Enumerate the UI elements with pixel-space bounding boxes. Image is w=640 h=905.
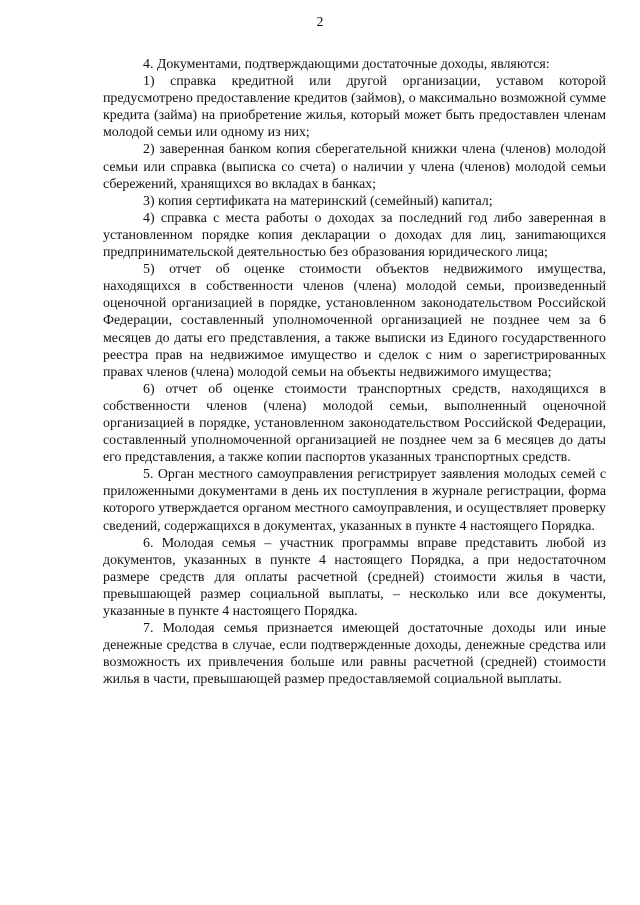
paragraph-item-3: 3) копия сертификата на материнский (семейный) капитал; [143, 193, 493, 209]
paragraph-item-6: 6) отчет об оценке стоимости транспортных средств, находящихся в собственности членов (члена) молодой семьи, выполненный оценочной организацией в порядке, установленном законодательством Российской Федерации, составленный уполномоченной организацией не позднее чем за 6 месяцев до даты его представления, а также копии паспортов указанных транспортных средств. [103, 381, 606, 466]
paragraph-section-5: 5. Орган местного самоуправления регистрирует заявления молодых семей с приложенными документами в день их поступления в журнале регистрации, форма которого утверждается органом местного самоуправления, и осуществляет проверку сведений, содержащихся в документах, указанных в пункте 4 настоящего Порядка. [103, 467, 606, 534]
paragraph-section-4-heading: 4. Документами, подтверждающими достаточные доходы, являются: [143, 57, 550, 72]
paragraph-item-5: 5) отчет об оценке стоимости объектов недвижимого имущества, находящихся в собственности членов (члена) молодой семьи, произведенный оценочной организацией в порядке, установленном законодательством Российской Федерации, составленный уполномоченной организацией не позднее чем за 6 месяцев до даты его представления, а также выписки из Единого государственного реестра прав на недвижимое имущество и сделок с ним о зарегистрированных правах членов (члена) молодой семьи на объекты недвижимого имущества; [103, 262, 606, 380]
page-number: 2 [316, 14, 324, 29]
paragraph-section-6: 6. Молодая семья – участник программы вправе представить любой из документов, указанных в пункте 4 настоящего Порядка, а при недостаточном размере средств для оплаты расчетной (средней) стоимости жилья в части, превышающей размер социальной выплаты, – несколько или все документы, указанные в пункте 4 настоящего Порядка. [103, 535, 606, 619]
paragraph-section-7: 7. Молодая семья признается имеющей достаточные доходы или иные денежные средства в случае, если подтвержденные доходы, денежные средства или возможность их привлечения больше или равны расчетной (средней) стоимости жилья в части, превышающей размер предоставляемой социальной выплаты. [103, 621, 606, 688]
paragraph-item-1: 1) справка кредитной или другой организации, уставом которой предусмотрено предоставление кредитов (займов), о максимально возможной сумме кредита (займа) на приобретение жилья, который может быть предоставлен членам молодой семьи или одному из них; [103, 74, 606, 141]
document-body [103, 56, 606, 688]
paragraph-item-2: 2) заверенная банком копия сберегательной книжки члена (членов) молодой семьи или справка (выписка со счета) о наличии у члена (членов) молодой семьи сбережений, хранящихся во вкладах в банках; [103, 142, 606, 192]
paragraph-item-4: 4) справка с места работы о доходах за последний год либо заверенная в установленном порядке копия декларации о доходах для лиц, заниmающихся предпринимательской деятельностью без образования юридического лица; [103, 210, 606, 261]
